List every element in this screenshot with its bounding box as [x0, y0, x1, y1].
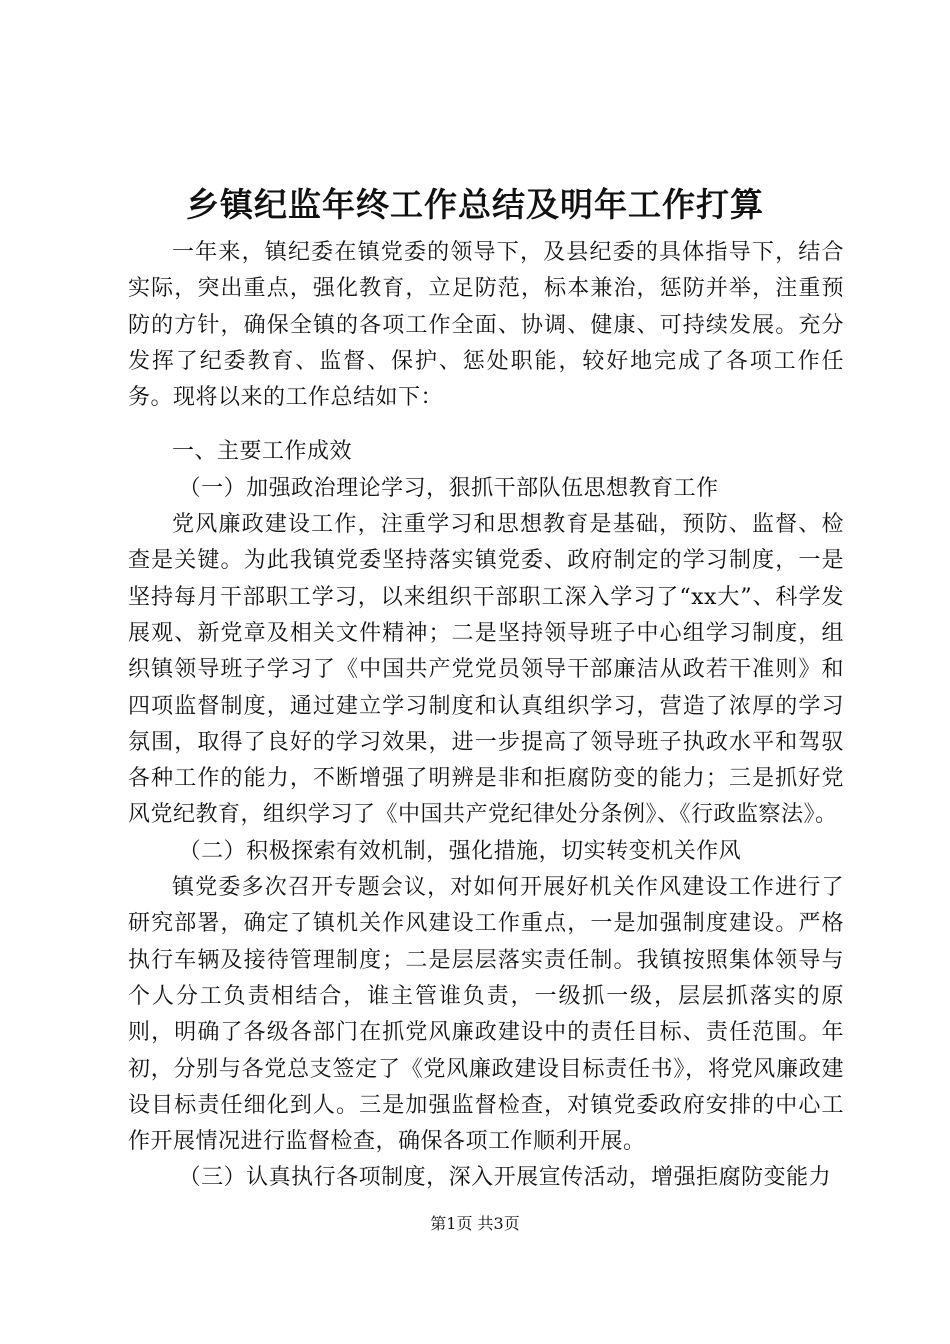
- subsection-heading-1: （一）加强政治理论学习，狠抓干部队伍思想教育工作: [178, 475, 719, 501]
- body-paragraph-2: 镇党委多次召开专题会议，对如何开展好机关作风建设工作进行了研究部署，确定了镇机关作风建设工作重点，一是加强制度建设。严格执行车辆及接待管理制度；二是层层落实责任制。我镇按照集体领导与个人分工负责相结合，谁主管谁负责，一级抓一级，层层抓落实的原则，明确了各级各部门在抓党风廉政建设中的责任目标、责任范围。年初，分别与各党总支签定了《党风廉政建设目标责任书》，将党风廉政建设目标责任细化到人。三是加强监督检查，对镇党委政府安排的中心工作开展情况进行监督检查，确保各项工作顺利开展。: [128, 875, 844, 1155]
- section-heading: 一、主要工作成效: [172, 439, 353, 465]
- page-footer: 第1页 共3页: [430, 1214, 520, 1233]
- document-title: 乡镇纪监年终工作总结及明年工作打算: [186, 185, 764, 224]
- intro-paragraph: 一年来，镇纪委在镇党委的领导下，及县纪委的具体指导下，结合实际，突出重点，强化教育，立足防范，标本兼治，惩防并举，注重预防的方针，确保全镇的各项工作全面、协调、健康、可持续发展。充分发挥了纪委教育、监督、保护、惩处职能，较好地完成了各项工作任务。现将以来的工作总结如下：: [128, 240, 844, 411]
- document-body: [128, 235, 844, 1197]
- subsection-heading-3: （三）认真执行各项制度，深入开展宣传活动，增强拒腐防变能力: [178, 1165, 832, 1191]
- body-paragraph-1: 党风廉政建设工作，注重学习和思想教育是基础，预防、监督、检查是关键。为此我镇党委坚持落实镇党委、政府制定的学习制度，一是坚持每月干部职工学习，以来组织干部职工深入学习了“xx大”、科学发展观、新党章及相关文件精神；二是坚持领导班子中心组学习制度，组织镇领导班子学习了《中国共产党党员领导干部廉洁从政若干准则》和四项监督制度，通过建立学习制度和认真组织学习，营造了浓厚的学习氛围，取得了良好的学习效果，进一步提高了领导班子执政水平和驾驭各种工作的能力，不断增强了明辨是非和拒腐防变的能力；三是抓好党风党纪教育，组织学习了《中国共产党纪律处分条例》、《行政监察法》。: [128, 512, 844, 828]
- subsection-heading-2: （二）积极探索有效机制，强化措施，切实转变机关作风: [178, 838, 742, 864]
